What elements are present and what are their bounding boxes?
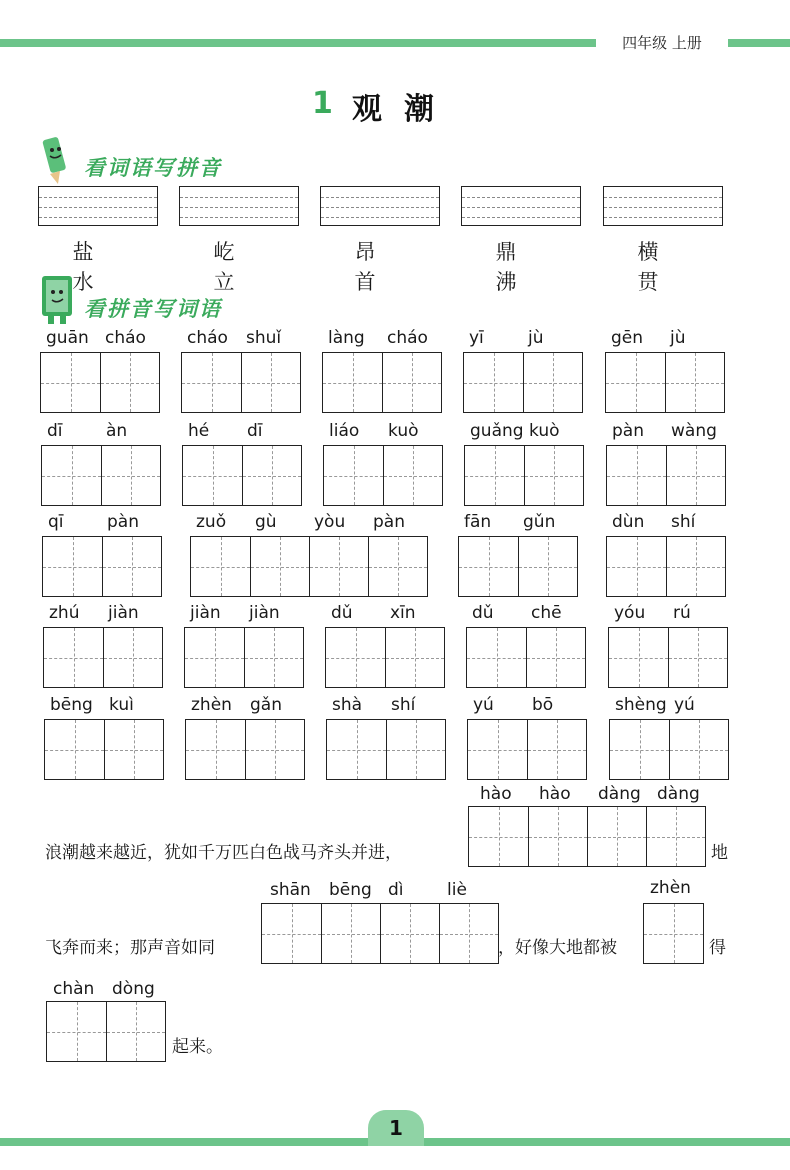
pinyin-label: dùn bbox=[612, 512, 645, 532]
lesson-title: 观潮 bbox=[352, 92, 456, 127]
vocab-word: 横 贯 bbox=[637, 240, 687, 294]
tianzige-grid[interactable] bbox=[609, 719, 729, 780]
pinyin-label: guān bbox=[46, 328, 89, 348]
writing-cell[interactable] bbox=[183, 446, 242, 505]
writing-cell[interactable] bbox=[45, 720, 104, 779]
writing-cell[interactable] bbox=[42, 446, 101, 505]
writing-cell[interactable] bbox=[324, 446, 383, 505]
writing-cell[interactable] bbox=[262, 904, 321, 963]
pinyin-label: dǔ bbox=[472, 603, 494, 623]
pinyin-label: shuǐ bbox=[246, 328, 282, 348]
tianzige-grid[interactable] bbox=[463, 352, 583, 413]
writing-cell[interactable] bbox=[182, 353, 241, 412]
tianzige-grid[interactable] bbox=[325, 627, 445, 688]
pinyin-label: shān bbox=[270, 880, 311, 900]
writing-cell[interactable] bbox=[100, 353, 159, 412]
writing-cell[interactable] bbox=[41, 353, 100, 412]
tianzige-grid[interactable] bbox=[464, 445, 584, 506]
tianzige-grid[interactable] bbox=[43, 627, 163, 688]
pinyin-label: hé bbox=[188, 421, 210, 441]
tianzige-grid[interactable] bbox=[41, 445, 161, 506]
writing-cell[interactable] bbox=[186, 720, 245, 779]
writing-cell[interactable] bbox=[382, 353, 441, 412]
writing-cell[interactable] bbox=[244, 628, 303, 687]
writing-cell[interactable] bbox=[380, 904, 439, 963]
writing-cell[interactable] bbox=[610, 720, 669, 779]
pinyin-label: kuò bbox=[388, 421, 419, 441]
sentence-grid-1[interactable] bbox=[468, 806, 706, 867]
sentence-text: 飞奔而来；那声音如同 bbox=[45, 938, 215, 958]
pinyin-label: zuǒ bbox=[196, 512, 227, 532]
pinyin-label: gù bbox=[255, 512, 277, 532]
writing-cell[interactable] bbox=[327, 720, 386, 779]
writing-cell[interactable] bbox=[191, 537, 250, 596]
writing-cell[interactable] bbox=[646, 807, 705, 866]
pinyin-label: xīn bbox=[390, 603, 416, 623]
tianzige-grid[interactable] bbox=[182, 445, 302, 506]
pinyin-label: wàng bbox=[671, 421, 717, 441]
pinyin-label: làng bbox=[328, 328, 365, 348]
sentence-text: 起来。 bbox=[172, 1037, 223, 1057]
pinyin-label: shà bbox=[332, 695, 363, 715]
pinyin-label: dī bbox=[47, 421, 63, 441]
writing-cell[interactable] bbox=[323, 353, 382, 412]
writing-cell[interactable] bbox=[242, 446, 301, 505]
sentence-grid-4[interactable] bbox=[46, 1001, 166, 1062]
pinyin-label: liè bbox=[447, 880, 467, 900]
lesson-number: 1 bbox=[312, 86, 333, 121]
pinyin-writing-box[interactable] bbox=[38, 186, 158, 226]
pinyin-label: yú bbox=[473, 695, 494, 715]
pinyin-label: dǔ bbox=[331, 603, 353, 623]
writing-cell[interactable] bbox=[383, 446, 442, 505]
writing-cell[interactable] bbox=[459, 537, 518, 596]
writing-cell[interactable] bbox=[101, 446, 160, 505]
pinyin-label: chē bbox=[531, 603, 562, 623]
pinyin-writing-box[interactable] bbox=[179, 186, 299, 226]
writing-cell[interactable] bbox=[185, 628, 244, 687]
writing-cell[interactable] bbox=[102, 537, 161, 596]
writing-cell[interactable] bbox=[528, 807, 587, 866]
sentence-text: ，好像大地都被 bbox=[498, 938, 617, 958]
writing-cell[interactable] bbox=[326, 628, 385, 687]
writing-cell[interactable] bbox=[666, 537, 725, 596]
vocab-word: 盐 水 bbox=[72, 240, 122, 294]
vocab-word: 鼎 沸 bbox=[495, 240, 545, 294]
pinyin-label: gǎn bbox=[250, 695, 282, 715]
tianzige-grid[interactable] bbox=[322, 352, 442, 413]
pinyin-label: fān bbox=[464, 512, 492, 532]
pinyin-label: hào bbox=[539, 784, 571, 804]
writing-cell[interactable] bbox=[665, 353, 724, 412]
sentence-text: 浪潮越来越近，犹如千万匹白色战马齐头并进， bbox=[45, 843, 402, 863]
tianzige-grid[interactable] bbox=[326, 719, 446, 780]
pinyin-label: dàng bbox=[598, 784, 641, 804]
tianzige-grid[interactable] bbox=[458, 536, 578, 597]
tianzige-grid[interactable] bbox=[606, 536, 726, 597]
sentence-grid-3[interactable] bbox=[643, 903, 704, 964]
pinyin-label: yóu bbox=[614, 603, 646, 623]
pinyin-label: hào bbox=[480, 784, 512, 804]
pinyin-label: jiàn bbox=[249, 603, 280, 623]
pinyin-label: yī bbox=[469, 328, 484, 348]
pinyin-label: zhú bbox=[49, 603, 80, 623]
tianzige-grid[interactable] bbox=[181, 352, 301, 413]
pinyin-label: pàn bbox=[612, 421, 644, 441]
pinyin-label: guǎng bbox=[470, 421, 524, 441]
tianzige-grid[interactable] bbox=[44, 719, 164, 780]
pinyin-label: dòng bbox=[112, 979, 155, 999]
tianzige-grid[interactable] bbox=[185, 719, 305, 780]
writing-cell[interactable] bbox=[464, 353, 523, 412]
writing-cell[interactable] bbox=[606, 353, 665, 412]
writing-cell[interactable] bbox=[103, 628, 162, 687]
writing-cell[interactable] bbox=[106, 1002, 165, 1061]
pinyin-label: pàn bbox=[373, 512, 405, 532]
writing-cell[interactable] bbox=[104, 720, 163, 779]
vocab-word: 昂 首 bbox=[354, 240, 404, 294]
writing-cell[interactable] bbox=[250, 537, 309, 596]
pinyin-label: kuì bbox=[109, 695, 134, 715]
page-number: 1 bbox=[368, 1110, 424, 1146]
pinyin-label: rú bbox=[673, 603, 691, 623]
writing-cell[interactable] bbox=[587, 807, 646, 866]
writing-cell[interactable] bbox=[668, 628, 727, 687]
grade-label: 四年级 上册 bbox=[622, 34, 702, 52]
writing-cell[interactable] bbox=[368, 537, 427, 596]
writing-cell[interactable] bbox=[666, 446, 725, 505]
tianzige-grid[interactable] bbox=[606, 445, 726, 506]
pinyin-label: bēng bbox=[50, 695, 93, 715]
tianzige-grid[interactable] bbox=[467, 719, 587, 780]
writing-cell[interactable] bbox=[309, 537, 368, 596]
writing-cell[interactable] bbox=[469, 807, 528, 866]
sentence-grid-2[interactable] bbox=[261, 903, 499, 964]
pinyin-label: bō bbox=[532, 695, 554, 715]
writing-cell[interactable] bbox=[518, 537, 577, 596]
pinyin-label: jiàn bbox=[108, 603, 139, 623]
pinyin-writing-box[interactable] bbox=[320, 186, 440, 226]
tianzige-grid[interactable] bbox=[605, 352, 725, 413]
section1-title: 看词语写拼音 bbox=[84, 156, 222, 180]
pinyin-label: cháo bbox=[387, 328, 428, 348]
writing-cell[interactable] bbox=[47, 1002, 106, 1061]
tianzige-grid[interactable] bbox=[323, 445, 443, 506]
pinyin-label: cháo bbox=[105, 328, 146, 348]
pinyin-label: jù bbox=[670, 328, 686, 348]
tianzige-grid[interactable] bbox=[42, 536, 162, 597]
writing-cell[interactable] bbox=[669, 720, 728, 779]
header-band-right bbox=[728, 39, 790, 47]
tianzige-grid[interactable] bbox=[466, 627, 586, 688]
pinyin-label: gǔn bbox=[523, 512, 556, 532]
writing-cell[interactable] bbox=[245, 720, 304, 779]
header-band-left bbox=[0, 39, 596, 47]
writing-cell[interactable] bbox=[607, 537, 666, 596]
pinyin-label: kuò bbox=[529, 421, 560, 441]
pinyin-label: yòu bbox=[314, 512, 346, 532]
section2-title: 看拼音写词语 bbox=[84, 297, 222, 321]
tianzige-grid[interactable] bbox=[608, 627, 728, 688]
pencil-icon bbox=[34, 134, 78, 190]
pinyin-label: cháo bbox=[187, 328, 228, 348]
pinyin-label: bēng bbox=[329, 880, 372, 900]
pinyin-label: chàn bbox=[53, 979, 95, 999]
writing-cell[interactable] bbox=[644, 904, 703, 963]
writing-cell[interactable] bbox=[465, 446, 524, 505]
writing-cell[interactable] bbox=[386, 720, 445, 779]
pinyin-label: dì bbox=[388, 880, 404, 900]
tianzige-grid[interactable] bbox=[190, 536, 428, 597]
writing-cell[interactable] bbox=[527, 720, 586, 779]
pinyin-label: dī bbox=[247, 421, 263, 441]
vocab-word: 屹 立 bbox=[213, 240, 263, 294]
writing-cell[interactable] bbox=[44, 628, 103, 687]
pinyin-label: zhèn bbox=[650, 878, 691, 898]
writing-cell[interactable] bbox=[526, 628, 585, 687]
pinyin-label: jù bbox=[528, 328, 544, 348]
pinyin-label: dàng bbox=[657, 784, 700, 804]
pinyin-label: shèng bbox=[615, 695, 667, 715]
pinyin-label: shí bbox=[671, 512, 696, 532]
tianzige-grid[interactable] bbox=[184, 627, 304, 688]
writing-cell[interactable] bbox=[609, 628, 668, 687]
pinyin-label: jiàn bbox=[190, 603, 221, 623]
tianzige-grid[interactable] bbox=[40, 352, 160, 413]
writing-cell[interactable] bbox=[241, 353, 300, 412]
writing-cell[interactable] bbox=[385, 628, 444, 687]
pinyin-label: qī bbox=[48, 512, 64, 532]
sentence-text: 地 bbox=[711, 843, 728, 863]
pinyin-label: yú bbox=[674, 695, 695, 715]
writing-cell[interactable] bbox=[467, 628, 526, 687]
pinyin-label: àn bbox=[106, 421, 128, 441]
pinyin-label: liáo bbox=[329, 421, 360, 441]
writing-cell[interactable] bbox=[607, 446, 666, 505]
pinyin-writing-box[interactable] bbox=[461, 186, 581, 226]
pinyin-label: shí bbox=[391, 695, 416, 715]
pinyin-writing-box[interactable] bbox=[603, 186, 723, 226]
writing-cell[interactable] bbox=[439, 904, 498, 963]
pinyin-label: pàn bbox=[107, 512, 139, 532]
pinyin-label: gēn bbox=[611, 328, 644, 348]
sentence-text: 得 bbox=[709, 938, 726, 958]
pinyin-label: zhèn bbox=[191, 695, 232, 715]
writing-cell[interactable] bbox=[43, 537, 102, 596]
writing-cell[interactable] bbox=[321, 904, 380, 963]
writing-cell[interactable] bbox=[523, 353, 582, 412]
writing-cell[interactable] bbox=[468, 720, 527, 779]
writing-cell[interactable] bbox=[524, 446, 583, 505]
